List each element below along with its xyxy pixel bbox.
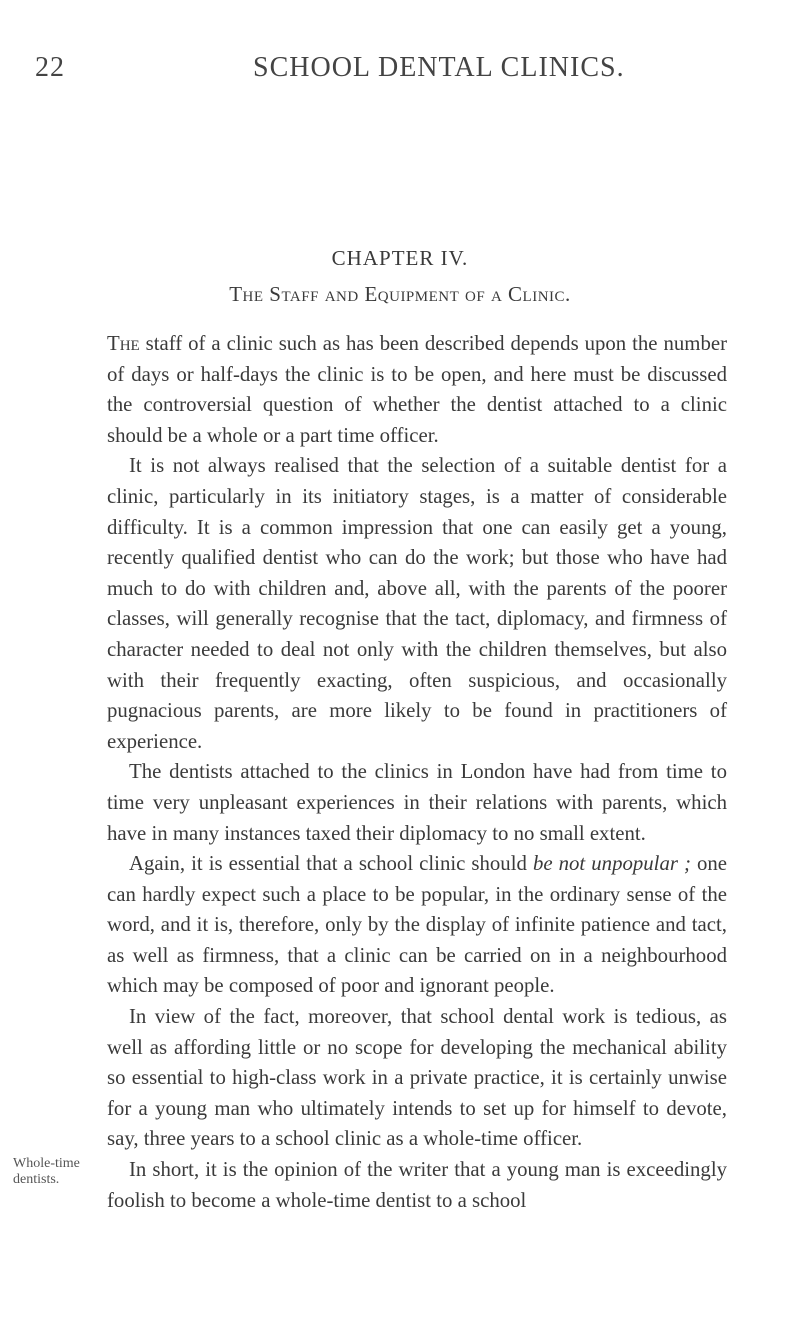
paragraph-opening-word: The [107,332,140,355]
paragraph-2: It is not always realised that the selection of a suitable dentist for a clinic, particularly in its initiatory stages, is a matter of considerable difficulty. It is a common impression that one can easily get a young, recently qualified dentist who can do the work; but those who have had much to do with children and, above all, with the parents of the poorer classes, will generally recognise that the tact, diplomacy, and firmness of character needed to deal not only with the children themselves, but also with their frequently exacting, often suspicious, and occasionally pugnacious parents, are more likely to be found in practitioners of experience. [107,454,727,753]
paragraph-5: In view of the fact, moreover, that school dental work is tedious, as well as affording little or no scope for developing the mechanical ability so essential to high-class work in a private practice, it is certainly unwise for a young man who ultimately intends to set up for himself to devote, say, three years to a school clinic as a whole-time officer. [107,1005,727,1151]
margin-note [13,1156,98,1188]
paragraph-4-emphasis: be not unpopular ; [532,852,691,876]
paragraph-6: In short, it is the opinion of the writer that a young man is exceedingly foolish to become a whole-time dentist to a school [107,1158,727,1212]
chapter-subtitle: The Staff and Equipment of a Clinic. [229,282,571,306]
paragraph-3: The dentists attached to the clinics in London have had from time to time very unpleasant experiences in their relations with parents, which have in many instances taxed their diplomacy to no small extent. [107,760,727,845]
paragraph-4-text-a: Again, it is essential that a school clinic should [129,852,533,876]
running-head [35,44,725,90]
running-title: SCHOOL DENTAL CLINICS. [253,52,625,83]
text-body [107,329,727,1216]
page-number: 22 [35,52,65,83]
paragraph-4-text-b: one can hardly expect such a place to be popular, in the ordinary sense of the word, and it is, therefore, only by the display of infinite patience and tact, as well as firmness, that a clinic can be carried on in a neighbourhood which may be composed of poor and ignorant people. [107,852,728,998]
chapter-heading: CHAPTER IV. [331,246,469,270]
paragraph-1 [107,329,727,451]
margin-note-line: dentists. [13,1172,60,1187]
paragraph-1-text: staff of a clinic such as has been described depends upon the number of days or half-days the clinic is to be open, and here must be discussed the controversial question of whether the dentist attached to a clinic should be a whole or a part time officer. [107,332,727,447]
margin-note-line: Whole-time [13,1156,80,1171]
paragraph-4 [107,849,727,1002]
